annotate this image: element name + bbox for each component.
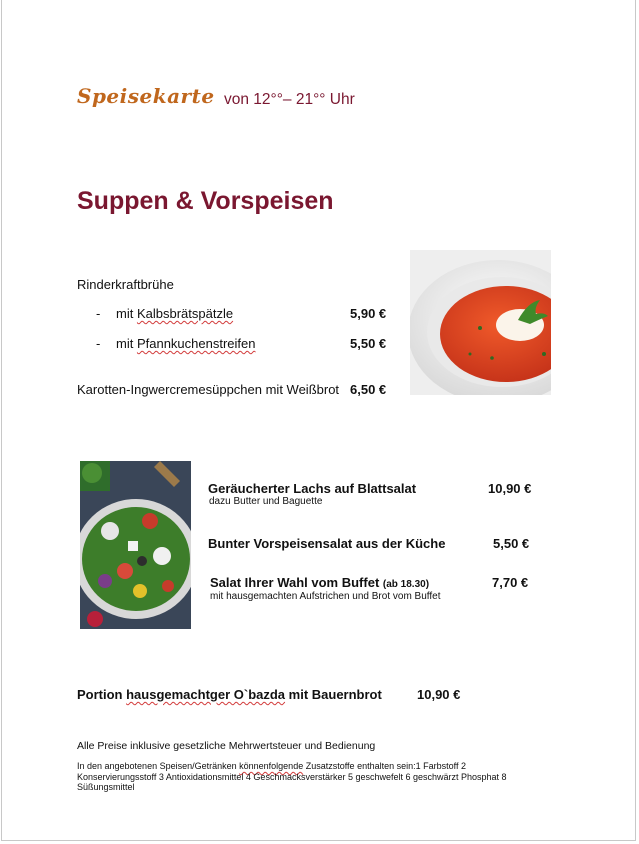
starter-3-time-note: (ab 18.30) — [382, 579, 430, 590]
starter-1-note: dazu Butter und Baguette — [209, 496, 323, 507]
soup-item-1-price: 5,90 € — [350, 306, 387, 321]
soup-item-2 — [116, 336, 255, 351]
starter-3-price: 7,70 € — [492, 575, 529, 590]
soup-item-1-name: Kalbsbrätspätzle — [136, 306, 234, 321]
list-bullet: - — [96, 306, 101, 321]
opening-hours: von 12°°– 21°° Uhr — [224, 91, 355, 108]
page-border — [1, 0, 636, 841]
obazda-prefix: Portion — [77, 687, 127, 702]
soup-image — [410, 250, 551, 395]
soup-item-1-prefix: mit — [116, 306, 137, 321]
obazda-name — [77, 687, 382, 702]
cream-soup-price: 6,50 € — [350, 382, 387, 397]
salad-image — [80, 461, 191, 629]
obazda-price: 10,90 € — [417, 687, 461, 702]
soup-item-2-name: Pfannkuchenstreifen — [136, 336, 256, 351]
starter-3-name — [210, 575, 429, 590]
soup-item-1 — [116, 306, 233, 321]
soup-group-title: Rinderkraftbrühe — [77, 277, 174, 292]
cream-soup-name: Karotten-Ingwercremesüppchen mit Weißbrot — [77, 382, 340, 397]
additives-misspelled: könnenfolgende — [239, 761, 304, 771]
additives-part1: In den angebotenen Speisen/Getränken — [77, 761, 240, 771]
starter-3-title: Salat Ihrer Wahl vom Buffet — [210, 575, 380, 590]
list-bullet: - — [96, 336, 101, 351]
soup-item-2-price: 5,50 € — [350, 336, 387, 351]
starter-3-note: mit hausgemachten Aufstrichen und Brot vom Buffet — [210, 591, 441, 602]
section-title: Suppen & Vorspeisen — [77, 187, 334, 215]
additives-note — [77, 761, 547, 793]
vat-note: Alle Preise inklusive gesetzliche Mehrwertsteuer und Bedienung — [77, 740, 376, 752]
starter-2-name: Bunter Vorspeisensalat aus der Küche — [208, 536, 446, 551]
additives-part2: Zusatzstoffe enthalten sein:1 Farbstoff 2 Konservierungsstoff 3 Antioxidationsmittel 4 Geschmacksverstärker 5 geschwefelt 6 geschwärzt Phosphat 8 Süßungsmittel — [77, 761, 507, 792]
starter-1-name: Geräucherter Lachs auf Blattsalat — [208, 481, 417, 496]
obazda-misspelled: hausgemachtger O`bazda — [126, 687, 286, 702]
starter-2-price: 5,50 € — [493, 536, 530, 551]
soup-item-2-prefix: mit — [116, 336, 137, 351]
starter-1-price: 10,90 € — [488, 481, 532, 496]
menu-title: Speisekarte — [77, 84, 215, 108]
obazda-suffix: mit Bauernbrot — [285, 687, 382, 702]
